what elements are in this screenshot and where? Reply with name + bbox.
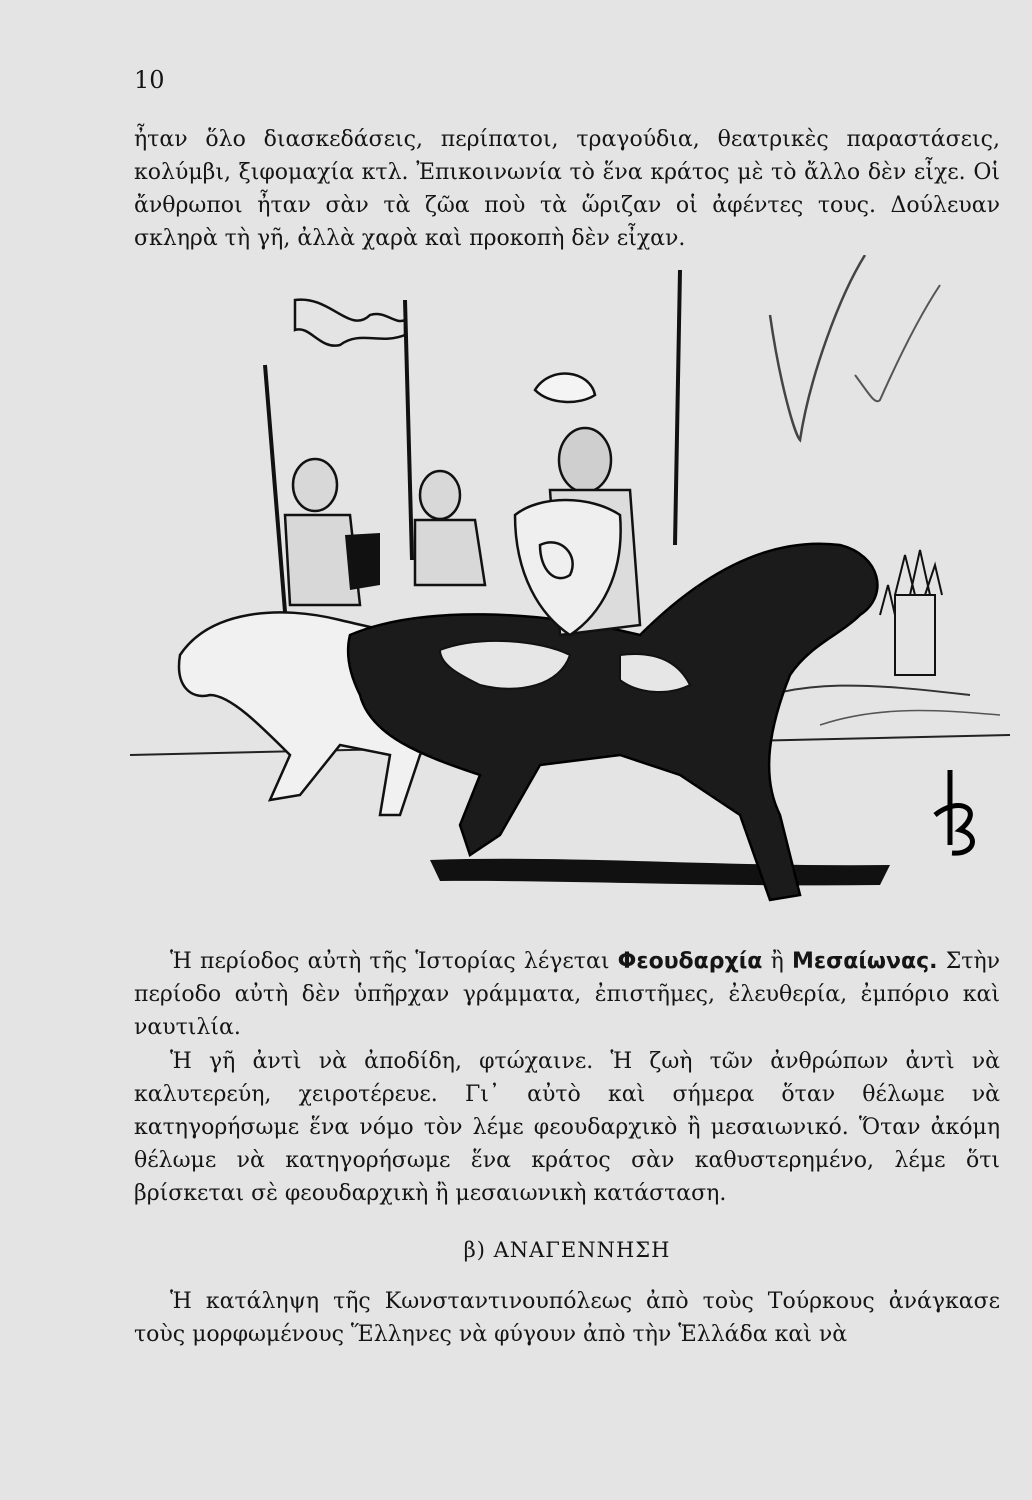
paragraph-feudalism-text-after: Στὴν περίοδο αὐτὴ δὲν ὑπῆρχαν γράμματα, ἐπιστῆμες, ἐλευθερία, ἐμπόριο καὶ ναυτιλία. xyxy=(134,949,1000,1040)
paragraph-intro: ἦταν ὅλο διασκεδάσεις, περίπατοι, τραγούδια, θεατρικὲς παραστάσεις, κολύμβι, ξιφομαχία κτλ. Ἐπικοινωνία τὸ ἕνα κράτος μὲ τὸ ἄλλο δὲν εἶχε. Οἱ ἄνθρωποι ἦταν σὰν τὰ ζῶα ποὺ τὰ ὥριζαν οἱ ἀφέντες τους. Δούλευαν σκληρὰ τὴ γῆ, ἀλλὰ χαρὰ καὶ προκοπὴ δὲν εἶχαν. xyxy=(134,127,1000,251)
paragraph-renaissance: Ἡ κατάληψη τῆς Κωνσταντινουπόλεως ἀπὸ τοὺς Τούρκους ἀνάγκασε τοὺς μορφωμένους Ἕλληνες νὰ φύγουν ἀπὸ τὴν Ἑλλάδα καὶ νὰ xyxy=(134,1289,1000,1347)
knights-on-horseback-drawing xyxy=(120,255,1020,925)
artist-monogram-icon xyxy=(935,770,972,853)
paragraph-feudalism-text-before: Ἡ περίοδος αὐτὴ τῆς Ἱστορίας λέγεται xyxy=(170,949,618,974)
term-feudalism: Φεουδαρχία xyxy=(617,949,763,974)
paragraph-feudalism-text-between: ἢ xyxy=(762,949,792,974)
paragraph-consequences: Ἡ γῆ ἀντὶ νὰ ἀποδίδη, φτώχαινε. Ἡ ζωὴ τῶν ἀνθρώπων ἀντὶ νὰ καλυτερεύη, χειροτέρευε. Γι᾽ αὐτὸ καὶ σήμερα ὅταν θέλωμε νὰ κατηγορήσωμε ἕνα νόμο τὸν λέμε φεουδαρχικὸ ἢ μεσαιωνικό. Ὅταν ἀκόμη θέλωμε νὰ κατηγορήσωμε ἕνα κράτος σὰν καθυστερημένο, λέμε ὅτι βρίσκεται σὲ φεουδαρχικὴ ἢ μεσαιωνικὴ κατάσταση. xyxy=(134,1049,1000,1206)
section-heading: β) ΑΝΑΓΕΝΝΗΣΗ xyxy=(463,1238,671,1262)
page-number: 10 xyxy=(134,66,165,94)
term-middle-ages: Μεσαίωνας. xyxy=(791,949,938,974)
paragraph-feudalism xyxy=(134,945,1000,1044)
